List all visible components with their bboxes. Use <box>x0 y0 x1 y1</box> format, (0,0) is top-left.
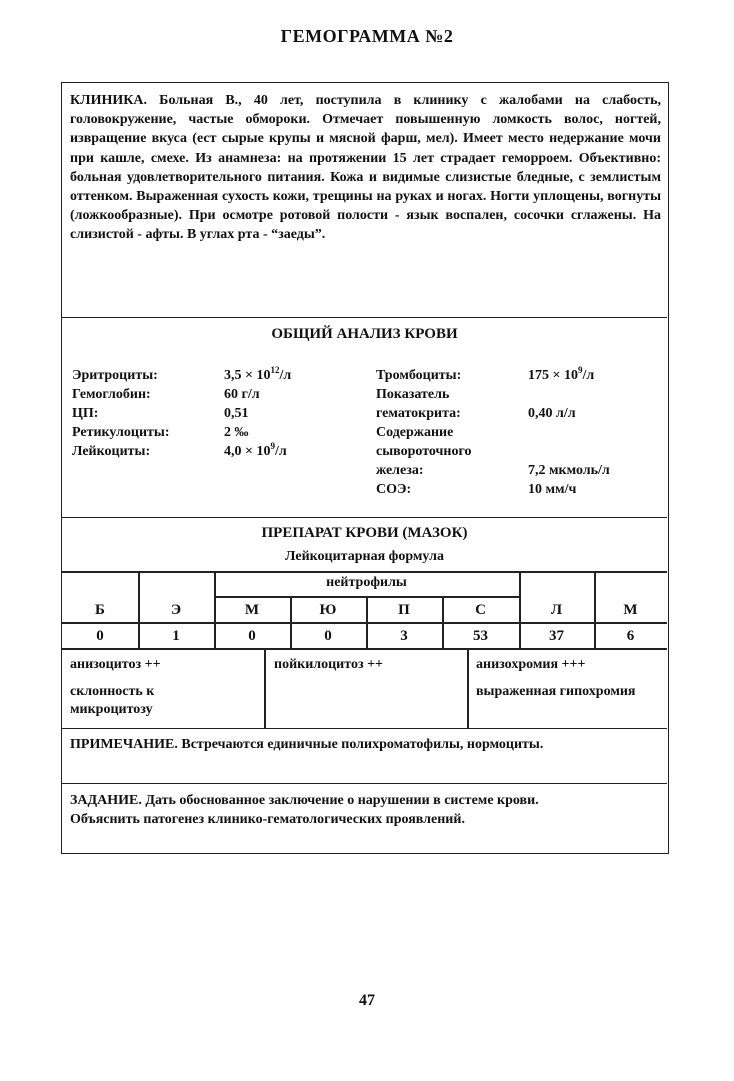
table-line <box>62 648 667 650</box>
color-index-label: ЦП: <box>72 406 99 421</box>
leukocytes-label: Лейкоциты: <box>72 444 151 459</box>
value-myelocytes: 0 <box>248 628 256 644</box>
neutrophils-group-header: нейтрофилы <box>326 575 407 590</box>
value-metamyelocytes: 0 <box>324 628 332 644</box>
note-section <box>62 729 667 784</box>
serum-iron-label-line1: Содержание <box>376 425 454 440</box>
platelets-label: Тромбоциты: <box>376 368 462 383</box>
note-text: ПРИМЕЧАНИЕ. Встречаются единичные полихроматофилы, нормоциты. <box>70 737 544 752</box>
morphology-anisochromia: анизохромия +++ выраженная гипохромия <box>476 657 636 699</box>
value-basophils: 0 <box>96 628 104 644</box>
erythrocytes-label: Эритроциты: <box>72 368 158 383</box>
table-line <box>62 622 667 624</box>
smear-heading: ПРЕПАРАТ КРОВИ (МАЗОК) <box>261 525 468 541</box>
blood-analysis-section <box>62 318 667 518</box>
hematocrit-value: 0,40 л/л <box>528 406 576 421</box>
value-monocytes: 6 <box>626 628 635 644</box>
hemoglobin-label: Гемоглобин: <box>72 387 151 402</box>
col-eosinophils: Э <box>170 602 182 618</box>
page-title: ГЕМОГРАММА №2 <box>280 26 454 46</box>
value-eosinophils: 1 <box>172 628 180 644</box>
platelets-value: $175 \times 10^9/л$ <box>528 365 595 383</box>
table-line <box>467 648 469 729</box>
color-index-value: 0,51 <box>224 406 249 421</box>
clinic-section <box>62 83 667 318</box>
morphology-poikilocytosis: пойкилоцитоз ++ <box>274 657 384 672</box>
serum-iron-value: 7,2 мкмоль/л <box>528 463 610 478</box>
leukocytes-value: $4,0 \times 10^9/л$ <box>224 441 287 459</box>
reticulocytes-label: Ретикулоциты: <box>72 425 170 440</box>
col-metamyelocytes: Ю <box>319 602 337 618</box>
task-section <box>62 784 667 854</box>
col-band: П <box>398 602 410 618</box>
serum-iron-label-line3: железа: <box>376 463 424 478</box>
hematocrit-label-line2: гематокрита: <box>376 406 461 421</box>
esr-value: 10 мм/ч <box>528 482 577 497</box>
hematocrit-label-line1: Показатель <box>376 387 450 402</box>
clinic-text: КЛИНИКА. Больная В., 40 лет, поступила в клинику с жалобами на слабость, головокружение, частые обмороки. Отмечает повышенную ломкость волос, ногтей, извращение вкуса (ест сырые крупы и мясной фарш, мел). Имеет место недержание мочи при кашле, смехе. Из анамнеза: на протяжении 15 лет страдает геморроем. Объективно: больная удовлетворительного питания. Кожа и видимые слизистые бледные, с землистым оттенком. Выраженная сухость кожи, трещины на руках и ногах. Ногти уплощены, вогнуты (ложкообразные). При осмотре ротовой полости - язык воспален, сосочки сглажены. На слизистой - афты. В углах рта - “заеды”. <box>70 93 661 243</box>
smear-section <box>62 518 667 729</box>
value-band: 3 <box>400 628 408 644</box>
value-lymphocytes: 37 <box>549 628 564 644</box>
esr-label: СОЭ: <box>376 482 412 497</box>
col-basophils: Б <box>95 602 105 618</box>
erythrocytes-value: $3,5 \times 10^{12}/л$ <box>224 365 292 383</box>
task-line-1: ЗАДАНИЕ. Дать обоснованное заключение о нарушении в системе крови. <box>70 793 539 808</box>
leukocyte-formula-heading: Лейкоцитарная формула <box>285 549 444 564</box>
morphology-anisocytosis: анизоцитоз ++ склонность к микроцитозу <box>70 657 161 717</box>
page-number: 47 <box>359 992 375 1009</box>
hemoglobin-value: 60 г/л <box>224 387 260 402</box>
serum-iron-label-line2: сывороточного <box>376 444 472 459</box>
col-myelocytes: М <box>244 602 260 618</box>
table-line <box>62 571 667 573</box>
table-line <box>264 648 266 729</box>
task-line-2: Объяснить патогенез клинико-гематологических проявлений. <box>70 812 465 827</box>
col-monocytes: М <box>623 602 638 618</box>
reticulocytes-value: 2 ‰ <box>224 425 249 440</box>
col-lymphocytes: Л <box>550 602 563 618</box>
hemogram-frame <box>61 82 669 854</box>
blood-analysis-heading: ОБЩИЙ АНАЛИЗ КРОВИ <box>271 326 458 342</box>
col-segmented: С <box>475 602 486 618</box>
value-segmented: 53 <box>473 628 488 644</box>
